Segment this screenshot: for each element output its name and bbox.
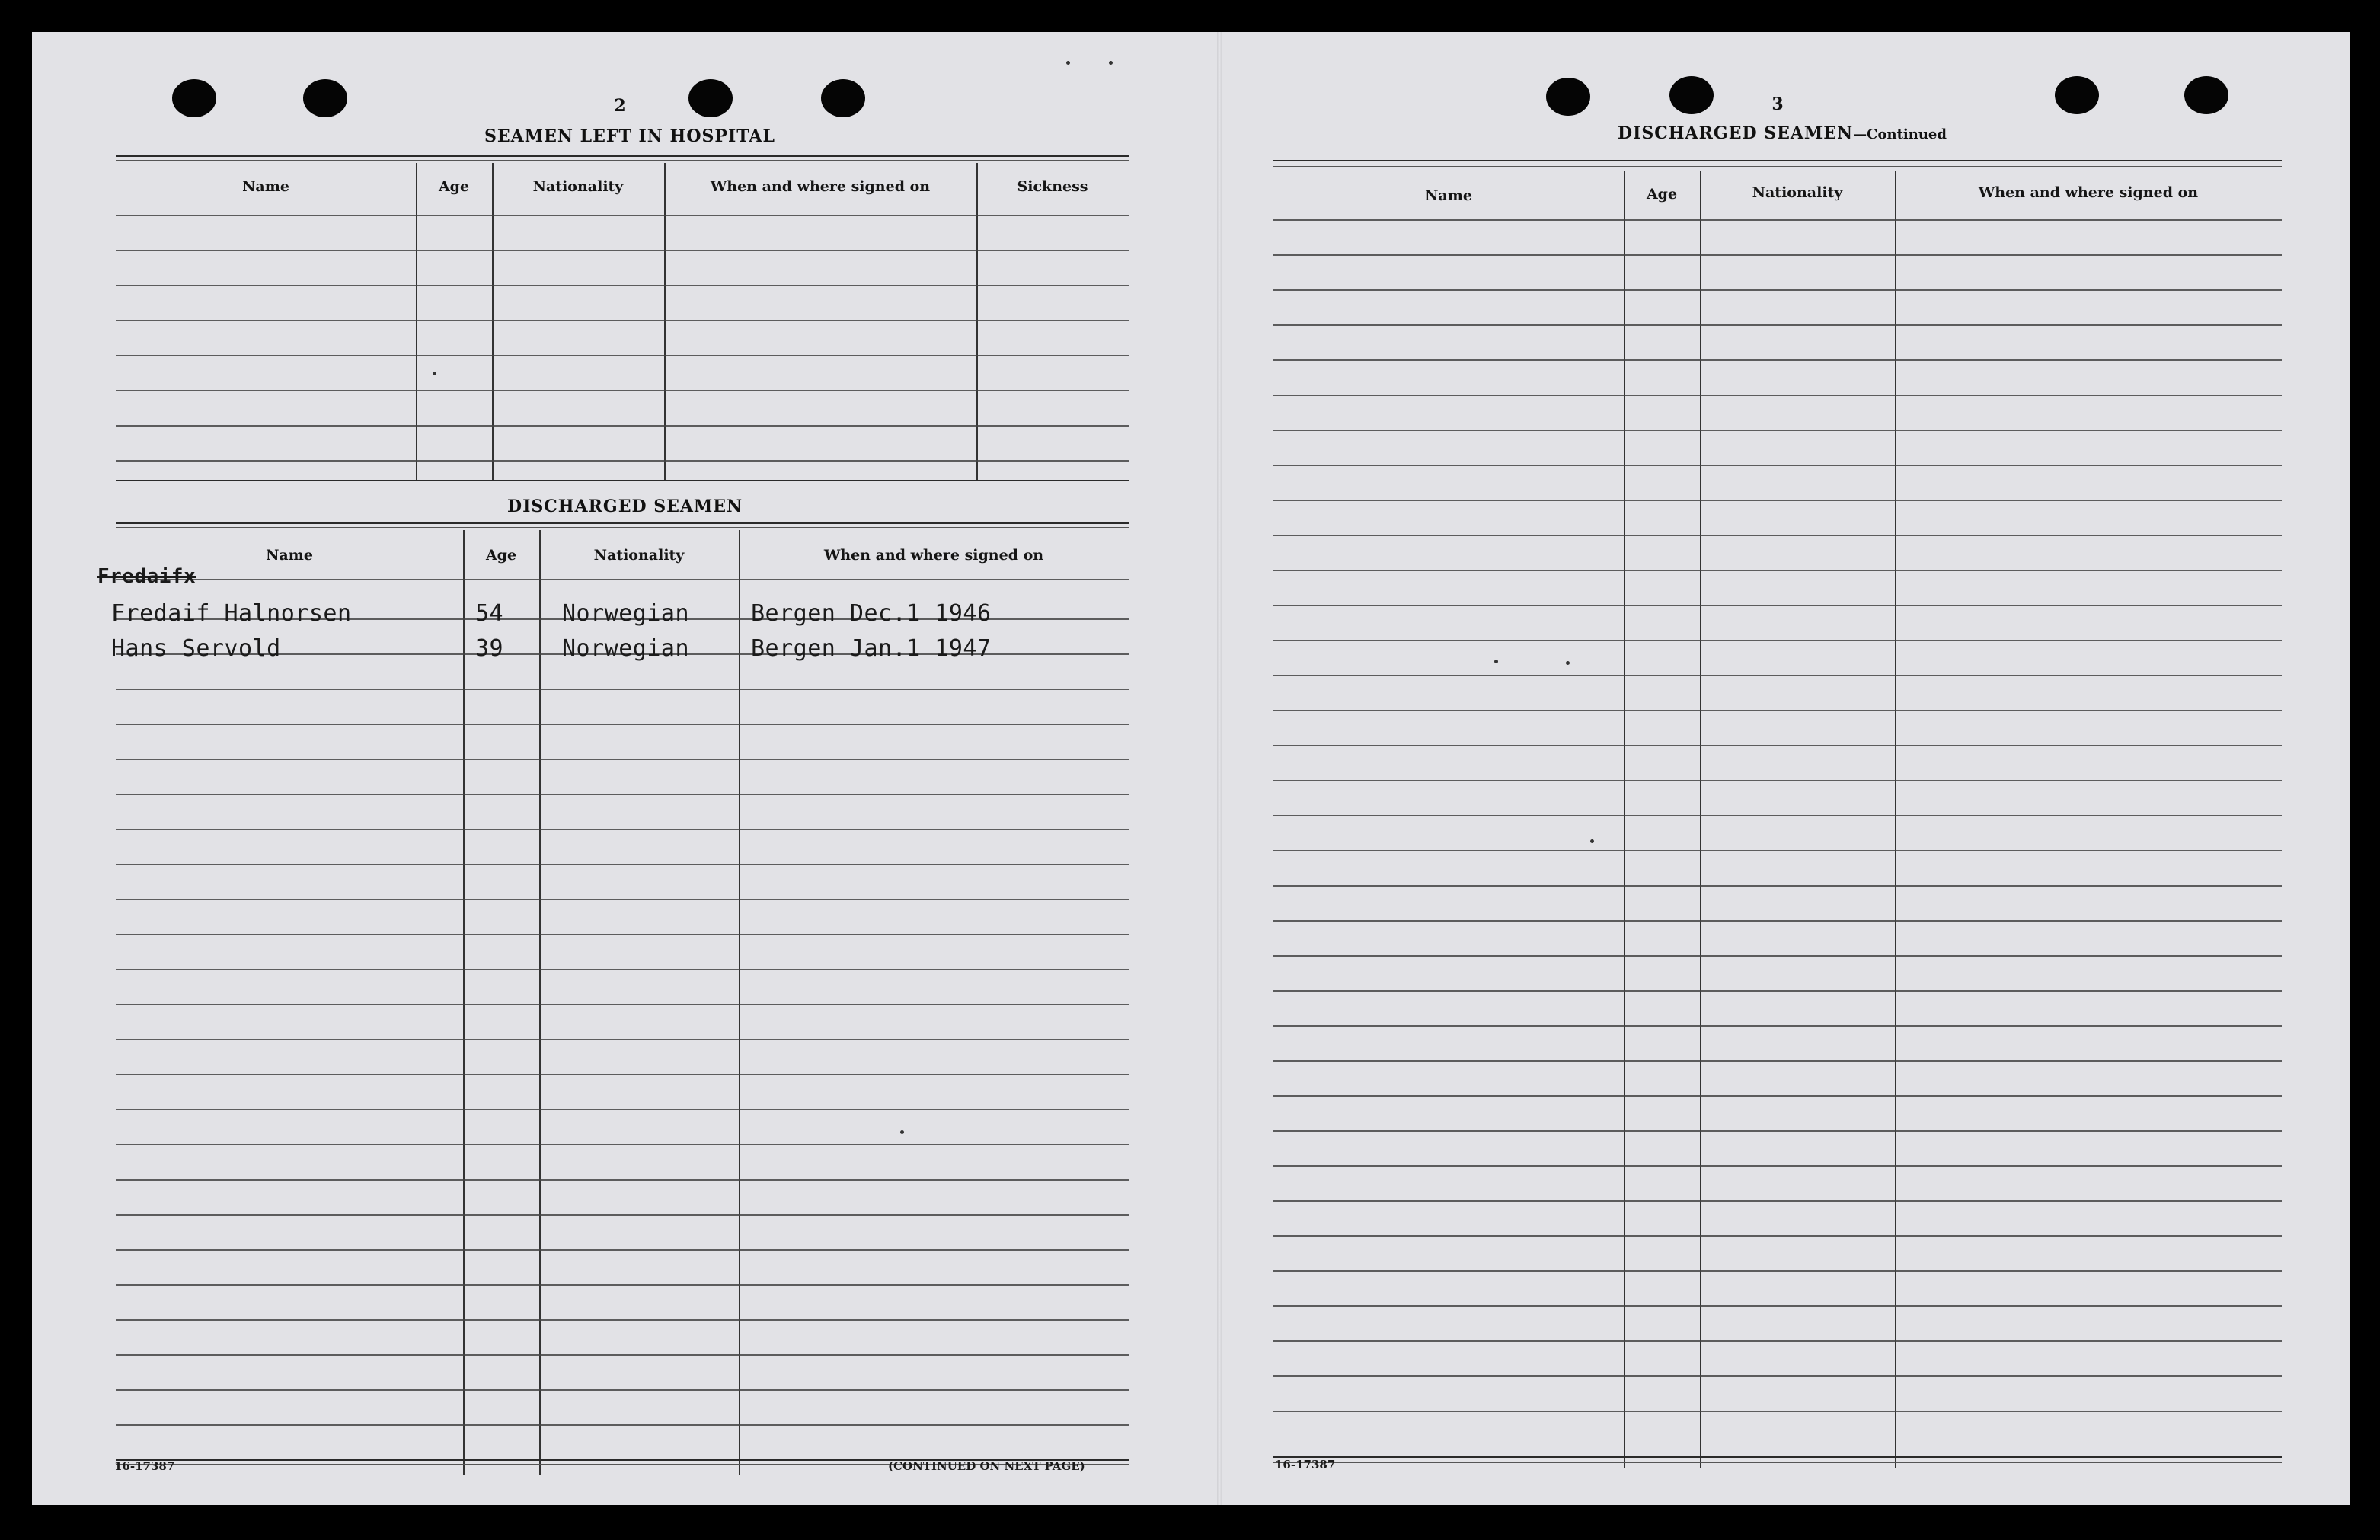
table-row-line [116, 320, 1129, 321]
table-row-line [1273, 219, 2282, 221]
table-row-line [1273, 675, 2282, 676]
seaman-signed-on: Bergen Dec.1 1946 [751, 600, 992, 627]
table-rule [116, 522, 1129, 524]
hospital-col-sickness: Sickness [1017, 178, 1088, 195]
right-col-age: Age [1646, 186, 1678, 203]
right-col-nationality: Nationality [1752, 184, 1843, 201]
table-row-line [116, 1004, 1129, 1005]
table-bottom-rule [1273, 1462, 2282, 1463]
table-row-line [116, 250, 1129, 251]
table-row-line [1273, 1305, 2282, 1307]
table-row-line [116, 460, 1129, 462]
seaman-age: 54 [475, 600, 504, 627]
table-row-line [1273, 780, 2282, 781]
seaman-name: Fredaif Halnorsen [111, 600, 352, 627]
hospital-col-signed-on: When and where signed on [710, 178, 931, 195]
seaman-age: 39 [475, 635, 504, 662]
right-section-title [1618, 123, 1947, 143]
table-row-line [116, 1249, 1129, 1251]
table-row-line [1273, 815, 2282, 816]
table-row-line [116, 934, 1129, 935]
table-row-line [1273, 605, 2282, 606]
table-row-line [1273, 570, 2282, 571]
table-rule [1273, 166, 2282, 167]
right-col-signed-on: When and where signed on [1978, 184, 2199, 201]
table-row-line [1273, 1025, 2282, 1027]
table-bottom-rule [116, 480, 1129, 481]
table-row-line [116, 1074, 1129, 1075]
table-row-line [116, 1109, 1129, 1110]
table-row-line [1273, 885, 2282, 887]
table-row-line [116, 759, 1129, 760]
hospital-col-age: Age [438, 178, 470, 195]
table-row-line [1273, 1340, 2282, 1342]
table-row-line [116, 425, 1129, 427]
table-row-line [116, 215, 1129, 216]
ink-speck [1494, 660, 1498, 663]
table-row-line [116, 794, 1129, 795]
table-row-line [116, 1179, 1129, 1181]
table-row-line [116, 1424, 1129, 1426]
column-divider [976, 163, 978, 481]
table-row-line [116, 899, 1129, 900]
table-row-line [1273, 990, 2282, 992]
punch-hole [303, 79, 347, 117]
table-row-line [1273, 395, 2282, 396]
table-row-line [1273, 1375, 2282, 1377]
table-row-line [116, 829, 1129, 830]
table-row-line [116, 969, 1129, 970]
table-row-line [1273, 535, 2282, 536]
column-divider [739, 530, 740, 1475]
table-row-line [1273, 955, 2282, 957]
table-row-line [1273, 850, 2282, 851]
table-row-line [1273, 710, 2282, 711]
ink-speck [433, 372, 436, 375]
column-divider [539, 530, 541, 1475]
table-row-line [116, 724, 1129, 725]
page-number: 3 [1771, 94, 1784, 114]
column-divider [492, 163, 494, 481]
column-divider [416, 163, 417, 481]
table-row-line [1273, 430, 2282, 431]
table-row-line [1273, 359, 2282, 361]
form-number: 16-17387 [1275, 1458, 1336, 1471]
discharged-col-signed-on: When and where signed on [823, 547, 1044, 564]
table-row-line [116, 1389, 1129, 1391]
column-divider [664, 163, 666, 481]
punch-hole [2055, 76, 2099, 114]
punch-hole [1669, 76, 1714, 114]
table-row-line [1273, 1235, 2282, 1237]
table-row-line [1273, 254, 2282, 256]
seaman-signed-on: Bergen Jan.1 1947 [751, 635, 992, 662]
punch-hole [821, 79, 865, 117]
discharged-section-title: DISCHARGED SEAMEN [507, 497, 743, 516]
punch-hole [2184, 76, 2228, 114]
ink-speck [900, 1130, 904, 1134]
table-row-line [1273, 289, 2282, 291]
right-col-name: Name [1425, 187, 1472, 204]
table-rule [116, 527, 1129, 528]
table-row-line [116, 864, 1129, 865]
table-row-line [1273, 640, 2282, 641]
continued-note: (CONTINUED ON NEXT PAGE) [888, 1459, 1085, 1473]
page-fold [1217, 32, 1222, 1505]
ink-speck [1066, 61, 1070, 65]
table-row-line [116, 1039, 1129, 1040]
table-rule [116, 155, 1129, 157]
ink-speck [1566, 661, 1570, 665]
seaman-nationality: Norwegian [562, 600, 690, 627]
table-rule [116, 160, 1129, 161]
seaman-nationality: Norwegian [562, 635, 690, 662]
table-row-line [116, 579, 1129, 580]
table-row-line [116, 1319, 1129, 1321]
discharged-col-nationality: Nationality [593, 547, 685, 564]
table-row-line [116, 390, 1129, 391]
table-bottom-rule [1273, 1456, 2282, 1458]
hospital-col-name: Name [242, 178, 289, 195]
punch-hole [1546, 78, 1590, 116]
right-section-title-text: DISCHARGED SEAMEN [1618, 123, 1854, 143]
table-row-line [116, 1144, 1129, 1145]
table-row-line [1273, 1165, 2282, 1167]
page-number: 2 [614, 96, 626, 116]
table-rule [1273, 160, 2282, 161]
table-row-line [116, 355, 1129, 356]
table-row-line [116, 285, 1129, 286]
table-row-line [116, 1284, 1129, 1286]
table-row-line [116, 1354, 1129, 1356]
table-row-line [1273, 500, 2282, 501]
table-row-line [1273, 324, 2282, 326]
table-row-line [1273, 1095, 2282, 1097]
right-section-title-suffix: —Continued [1853, 126, 1947, 142]
column-divider [463, 530, 465, 1475]
table-row-line [116, 689, 1129, 690]
column-divider [1700, 171, 1701, 1468]
punch-hole [688, 79, 733, 117]
table-row-line [116, 1214, 1129, 1216]
punch-hole [172, 79, 216, 117]
discharged-col-name: Name [266, 547, 313, 564]
ink-speck [1590, 839, 1594, 843]
struck-entry: Fredaifx [97, 565, 196, 588]
form-number: 16-17387 [114, 1459, 175, 1473]
table-row-line [1273, 1060, 2282, 1062]
table-row-line [1273, 745, 2282, 746]
discharged-col-age: Age [485, 547, 517, 564]
table-row-line [1273, 920, 2282, 922]
table-row-line [1273, 465, 2282, 466]
table-row-line [1273, 1200, 2282, 1202]
hospital-section-title: SEAMEN LEFT IN HOSPITAL [484, 126, 775, 146]
table-row-line [1273, 1130, 2282, 1132]
hospital-col-nationality: Nationality [532, 178, 624, 195]
document-sheet [32, 32, 2350, 1505]
ink-speck [1109, 61, 1113, 65]
table-row-line [1273, 1270, 2282, 1272]
seaman-name: Hans Servold [111, 635, 281, 662]
column-divider [1895, 171, 1896, 1468]
column-divider [1624, 171, 1625, 1468]
table-row-line [1273, 1411, 2282, 1412]
